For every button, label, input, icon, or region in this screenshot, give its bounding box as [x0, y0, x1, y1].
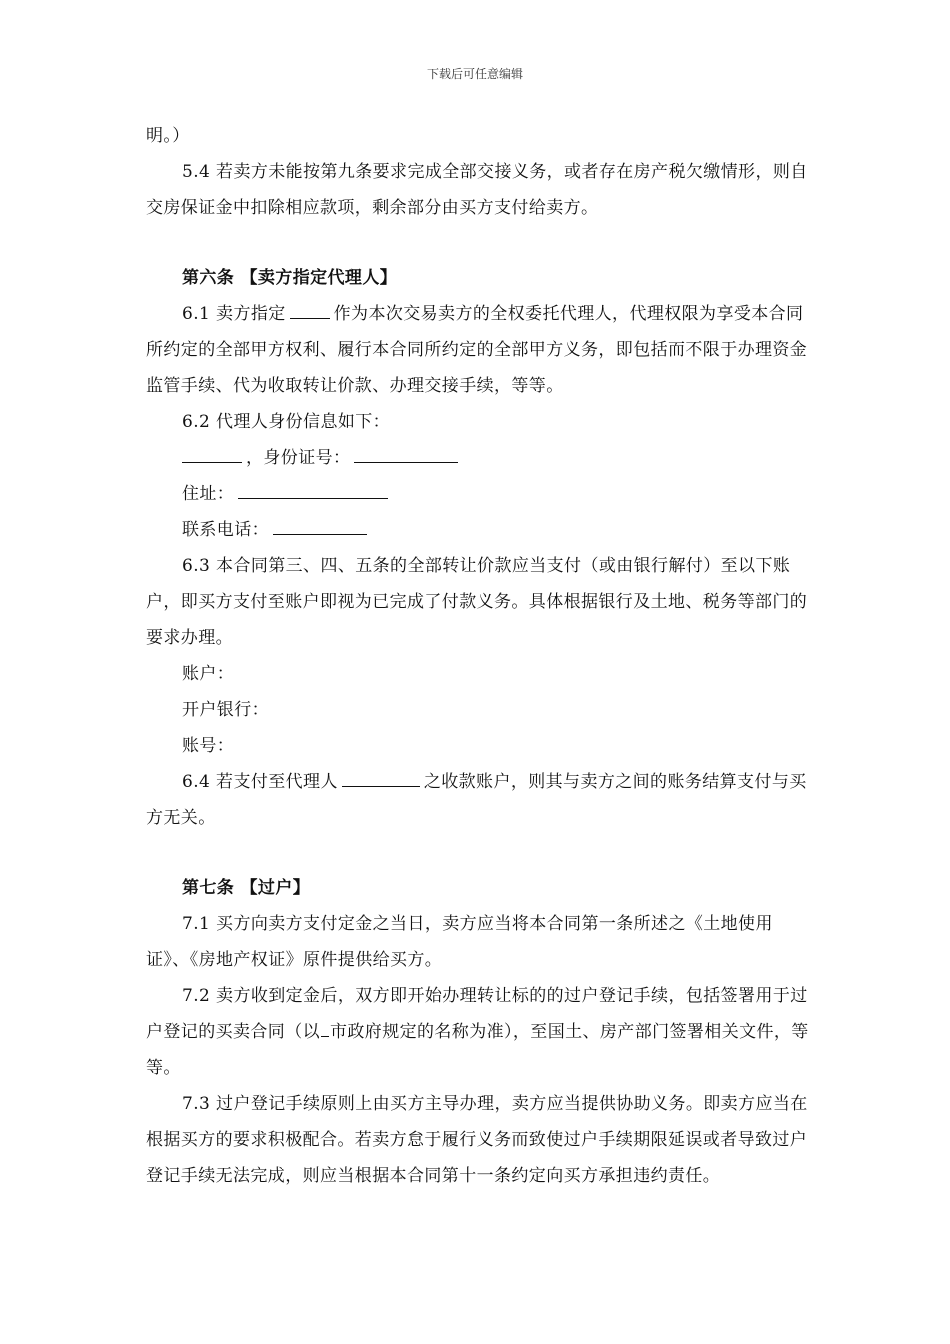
- bank-line: 开户银行：: [182, 700, 269, 720]
- clause-5-4: 5.4 若卖方未能按第九条要求完成全部交接义务，或者存在房产税欠缴情形，则自交房保证金中扣除相应款项，剩余部分由买方支付给卖方。: [146, 162, 808, 218]
- clause-6-4: 6.4 若支付至代理人 之收款账户，则其与卖方之间的账务结算支付与买方无关。: [146, 764, 810, 836]
- agent-id-line: ，身份证号：: [146, 440, 810, 476]
- address-line: 住址：: [146, 476, 810, 512]
- phone-line: 联系电话：: [146, 512, 810, 548]
- article-6-heading: 第六条 【卖方指定代理人】: [182, 268, 398, 288]
- clause-7-3: 7.3 过户登记手续原则上由买方主导办理，卖方应当提供协助义务。即卖方应当在根据买方的要求积极配合。若卖方怠于履行义务而致使过户手续期限延误或者导致过户登记手续无法完成，则应当根据本合同第十一条约定向买方承担违约责任。: [146, 1094, 808, 1186]
- document-body: [146, 118, 810, 1194]
- address-field: [238, 480, 388, 499]
- clause-6-1: 6.1 卖方指定 作为本次交易卖方的全权委托代理人，代理权限为享受本合同所约定的全部甲方权利、履行本合同所约定的全部甲方义务，即包括而不限于办理资金监管手续、代为收取转让价款、办理交接手续，等等。: [146, 296, 810, 404]
- city-blank: [321, 1018, 329, 1037]
- agent-blank: [342, 768, 420, 787]
- clause-6-3: 6.3 本合同第三、四、五条的全部转让价款应当支付（或由银行解付）至以下账户，即买方支付至账户即视为已完成了付款义务。具体根据银行及土地、税务等部门的要求办理。: [146, 556, 808, 648]
- agent-name-field: [182, 444, 242, 463]
- clause-7-1: 7.1 买方向卖方支付定金之当日，卖方应当将本合同第一条所述之《土地使用证》、《房地产权证》原件提供给买方。: [146, 914, 773, 970]
- id-number-field: [354, 444, 458, 463]
- clause-7-2: 7.2 卖方收到定金后，双方即开始办理转让标的的过户登记手续，包括签署用于过户登记的买卖合同（以 市政府规定的名称为准），至国土、房产部门签署相关文件，等等。: [146, 986, 809, 1078]
- agent-name-blank: [290, 300, 330, 319]
- paragraph-continuation: 明。）: [146, 126, 190, 146]
- article-7-heading: 第七条 【过户】: [182, 878, 311, 898]
- clause-6-2: 6.2 代理人身份信息如下：: [182, 412, 391, 432]
- account-line: 账户：: [182, 664, 235, 684]
- phone-field: [273, 516, 367, 535]
- account-number-line: 账号：: [182, 736, 235, 756]
- page-header: 下载后可任意编辑: [426, 67, 523, 81]
